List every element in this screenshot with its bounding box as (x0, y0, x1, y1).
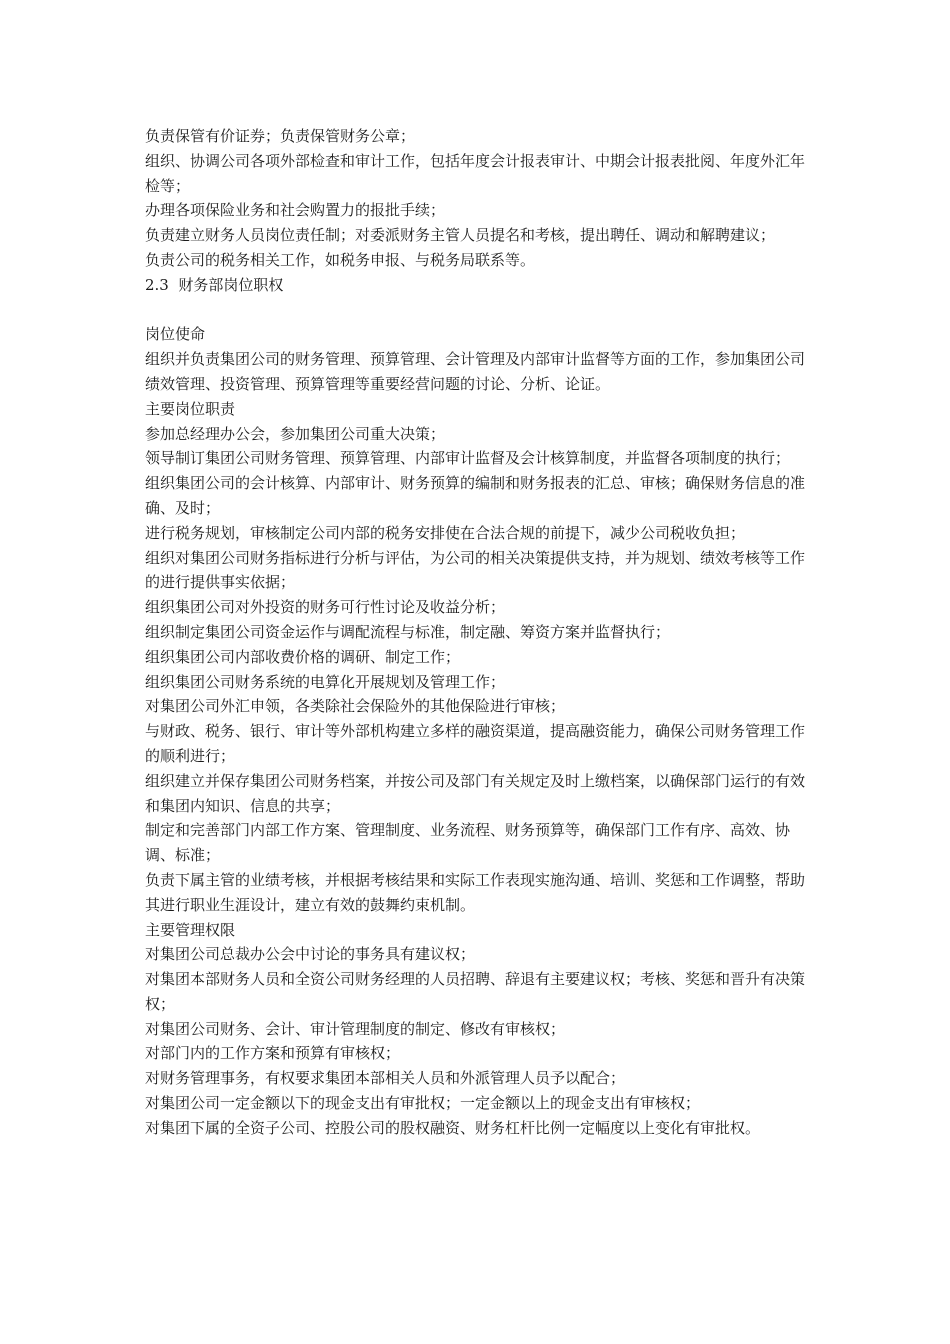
top-item: 负责保管有价证券；负责保管财务公章； (145, 127, 416, 145)
top-item: 组织、协调公司各项外部检查和审计工作，包括年度会计报表审计、中期会计报表批阅、年度外汇年检等； (145, 151, 806, 195)
top-item: 负责公司的税务相关工作，如税务申报、与税务局联系等。 (145, 250, 536, 269)
mission-text: 组织并负责集团公司的财务管理、预算管理、会计管理及内部审计监督等方面的工作，参加集团公司绩效管理、投资管理、预算管理等重要经营问题的讨论、分析、论证。 (145, 350, 806, 393)
top-item: 办理各项保险业务和社会购置力的报批手续； (145, 201, 446, 220)
authority-item: 对集团本部财务人员和全资公司财务经理的人员招聘、辞退有主要建议权；考核、奖惩和晋升有决策权； (145, 970, 806, 1013)
authority-item: 对集团公司一定金额以下的现金支出有审批权；一定金额以上的现金支出有审核权； (145, 1094, 701, 1113)
duty-item: 组织制定集团公司资金运作与调配流程与标准，制定融、筹资方案并监督执行； (145, 622, 671, 641)
blank-line (145, 298, 810, 323)
authority-item: 对集团公司总裁办公会中讨论的事务具有建议权； (145, 945, 476, 964)
duty-item: 进行税务规划，审核制定公司内部的税务安排使在合法合规的前提下，减少公司税收负担； (145, 523, 746, 542)
mission-heading: 岗位使命 (145, 325, 206, 344)
authority-item: 对财务管理事务，有权要求集团本部相关人员和外派管理人员予以配合； (145, 1069, 626, 1088)
authority-item: 对集团下属的全资子公司、控股公司的股权融资、财务杠杆比例一定幅度以上变化有审批权。 (145, 1118, 761, 1137)
authority-item: 对集团公司财务、会计、审计管理制度的制定、修改有审核权； (145, 1019, 566, 1038)
duty-item: 参加总经理办公会，参加集团公司重大决策； (145, 424, 446, 443)
duty-item: 组织集团公司的会计核算、内部审计、财务预算的编制和财务报表的汇总、审核；确保财务信息的准确、及时； (145, 474, 806, 517)
section-title: 财务部岗位职权 (178, 275, 284, 294)
duty-item: 领导制订集团公司财务管理、预算管理、内部审计监督及会计核算制度，并监督各项制度的执行； (145, 449, 791, 468)
duty-item: 组织集团公司对外投资的财务可行性讨论及收益分析； (145, 598, 506, 617)
document-body (145, 124, 810, 1141)
duty-item: 组织集团公司财务系统的电算化开展规划及管理工作； (145, 672, 506, 691)
duty-item: 制定和完善部门内部工作方案、管理制度、业务流程、财务预算等，确保部门工作有序、高效、协调、标准； (145, 821, 791, 865)
duty-item: 组织对集团公司财务指标进行分析与评估，为公司的相关决策提供支持，并为规划、绩效考核等工作的进行提供事实依据； (145, 548, 806, 592)
section-number: 2.3 (145, 275, 169, 294)
duty-item: 对集团公司外汇申领，各类除社会保险外的其他保险进行审核； (145, 697, 566, 716)
top-item: 负责建立财务人员岗位责任制；对委派财务主管人员提名和考核，提出聘任、调动和解聘建议； (145, 226, 776, 245)
authority-item: 对部门内的工作方案和预算有审核权； (145, 1044, 401, 1063)
section-heading (145, 273, 810, 298)
authority-heading: 主要管理权限 (145, 920, 236, 939)
duty-item: 负责下属主管的业绩考核，并根据考核结果和实际工作表现实施沟通、培训、奖惩和工作调整，帮助其进行职业生涯设计，建立有效的鼓舞约束机制。 (145, 870, 806, 914)
duty-item: 组织建立并保存集团公司财务档案，并按公司及部门有关规定及时上缴档案，以确保部门运行的有效和集团内知识、信息的共享； (145, 771, 806, 815)
duty-item: 组织集团公司内部收费价格的调研、制定工作； (145, 647, 461, 666)
duty-item: 与财政、税务、银行、审计等外部机构建立多样的融资渠道，提高融资能力，确保公司财务管理工作的顺利进行； (145, 722, 806, 765)
duties-heading: 主要岗位职责 (145, 399, 236, 418)
